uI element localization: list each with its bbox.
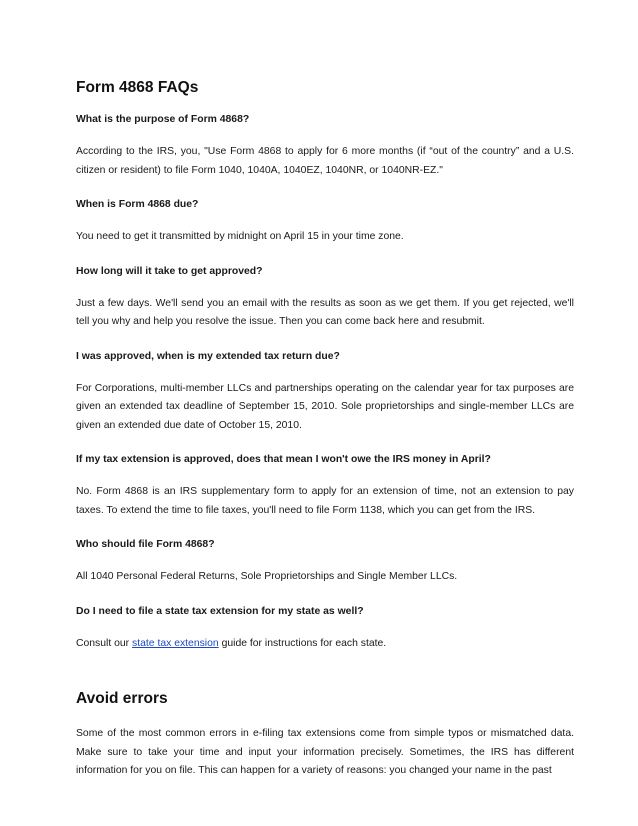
faq-item xyxy=(76,451,574,520)
faq-answer xyxy=(76,635,574,654)
faq-question: If my tax extension is approved, does that mean I won't owe the IRS money in April? xyxy=(76,454,491,465)
avoid-errors-section xyxy=(76,689,574,781)
answer-text-after: guide for instructions for each state. xyxy=(218,637,387,649)
answer-text-before: Consult our xyxy=(76,637,133,649)
faq-item xyxy=(76,196,574,247)
faq-answer: According to the IRS, you, "Use Form 4868 to apply for 6 more months (if “out of the country” and a U.S. citizen or resident) to file Form 1040, 1040A, 1040EZ, 1040NR, or 1040NR-EZ." xyxy=(76,146,574,176)
faq-item xyxy=(76,603,574,654)
avoid-errors-title: Avoid errors xyxy=(76,690,168,707)
faq-item xyxy=(76,111,574,180)
avoid-errors-body: Some of the most common errors in e-filing tax extensions come from simple typos or mismatched data. Make sure to take your time and input your information precisely. Sometimes, the IRS has different information for you on file. This can happen for a variety of reasons: you changed your name in the past xyxy=(76,728,574,776)
faq-question: I was approved, when is my extended tax return due? xyxy=(76,350,340,362)
faq-answer: For Corporations, multi-member LLCs and partnerships operating on the calendar year for tax purposes are given an extended tax deadline of September 15, 2010. Sole proprietorships and single-member LLCs are given an extended due date of October 15, 2010. xyxy=(76,382,574,431)
faq-item xyxy=(76,536,574,587)
faq-item xyxy=(76,348,574,436)
faq-answer: All 1040 Personal Federal Returns, Sole Proprietorships and Single Member LLCs. xyxy=(76,571,458,582)
faq-question: Do I need to file a state tax extension for my state as well? xyxy=(76,605,364,617)
faq-question: Who should file Form 4868? xyxy=(76,539,215,550)
faq-item xyxy=(76,263,574,332)
faq-answer: No. Form 4868 is an IRS supplementary form to apply for an extension of time, not an extension to pay taxes. To extend the time to file taxes, you'll need to file Form 1138, which you can get from the IRS. xyxy=(76,486,574,516)
faq-question: What is the purpose of Form 4868? xyxy=(76,114,250,125)
faq-answer: Just a few days. We'll send you an email with the results as soon as we get them. If you get rejected, we'll tell you why and help you resolve the issue. Then you can come back here and resubmit. xyxy=(76,297,574,327)
faq-question: When is Form 4868 due? xyxy=(76,199,199,210)
state-tax-extension-link[interactable]: state tax extension xyxy=(132,637,219,649)
faq-question: How long will it take to get approved? xyxy=(76,265,263,277)
faq-title: Form 4868 FAQs xyxy=(76,79,199,96)
faq-answer: You need to get it transmitted by midnight on April 15 in your time zone. xyxy=(76,231,404,242)
